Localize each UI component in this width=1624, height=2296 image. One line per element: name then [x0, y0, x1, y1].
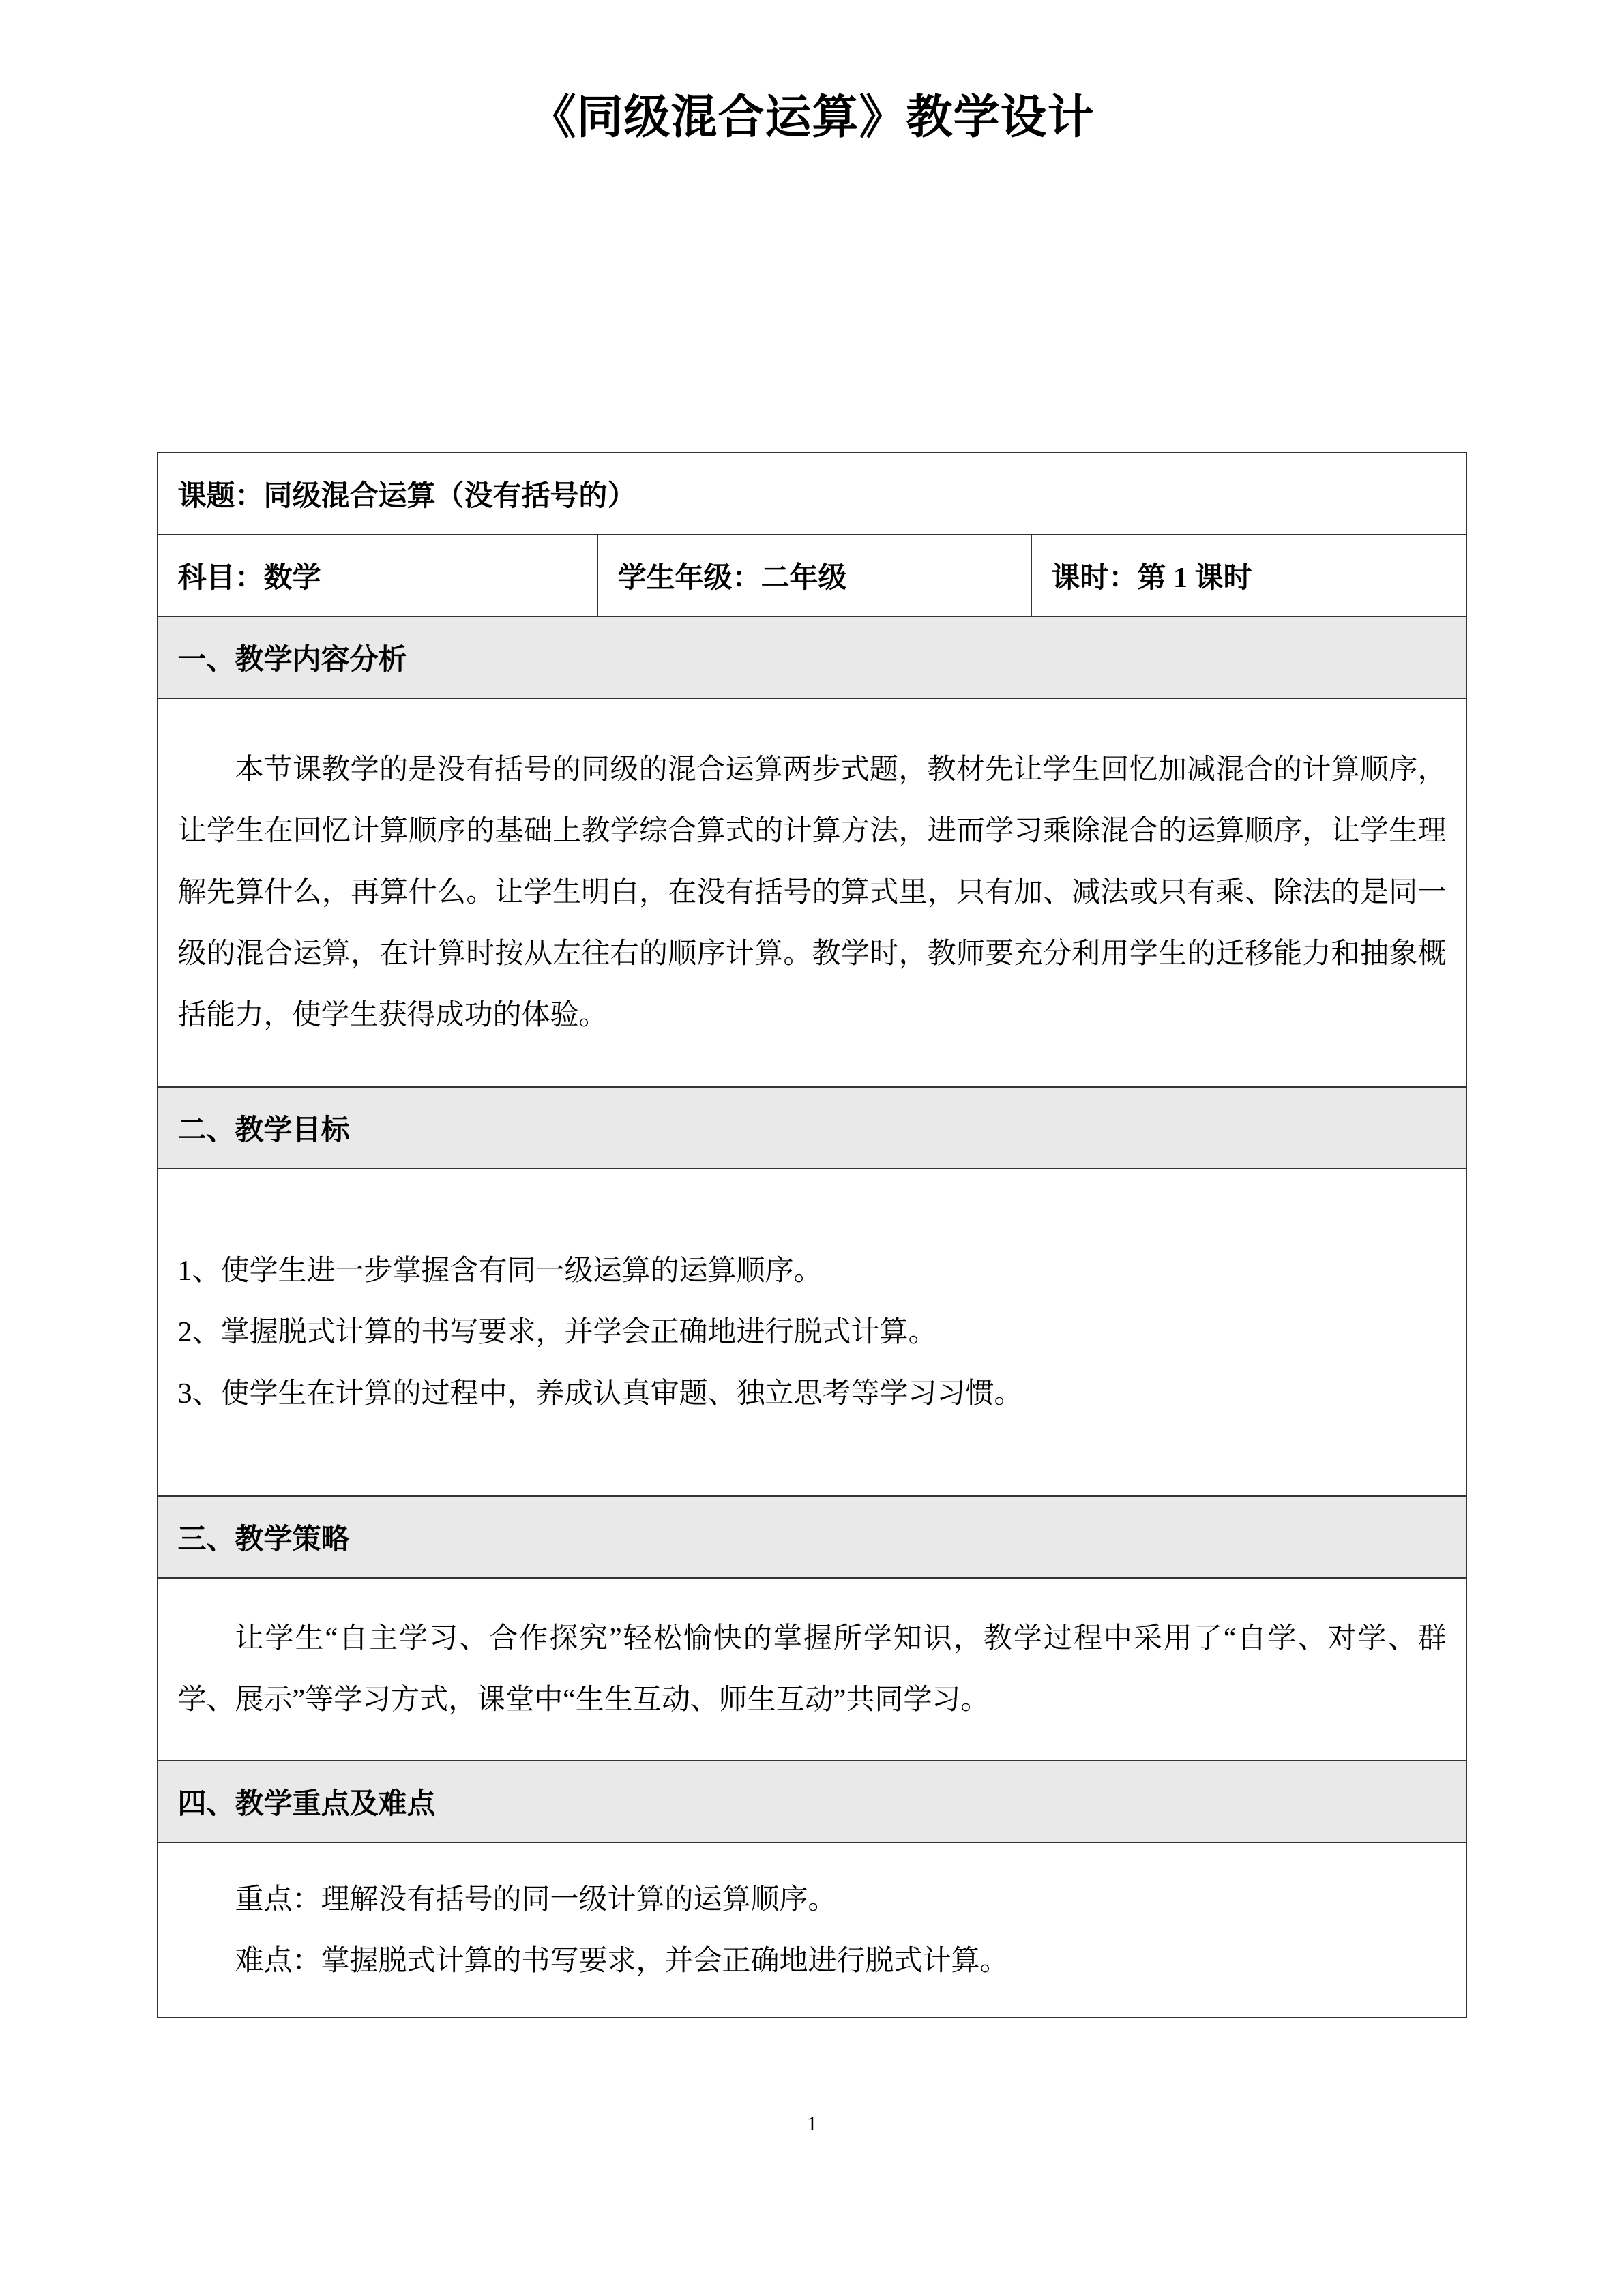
key-point-nandian: 难点：掌握脱式计算的书写要求，并会正确地进行脱式计算。: [235, 1945, 1009, 1977]
key-points-cell: [158, 1843, 1466, 2018]
goals-body-row: [158, 1169, 1466, 1496]
goal-item-1: 1、使学生进一步掌握含有同一级运算的运算顺序。: [177, 1255, 823, 1287]
teaching-strategy-text: 让学生“自主学习、合作探究”轻松愉快的掌握所学知识，教学过程中采用了“自学、对学、群学、展示”等学习方式，课堂中“生生互动、师生互动”共同学习。: [177, 1623, 1447, 1716]
section-heading-teaching-strategy: 三、教学策略: [158, 1496, 1466, 1578]
document-title: 《同级混合运算》教学设计: [529, 91, 1095, 143]
topic-row: [158, 453, 1466, 535]
lesson-plan-table: [157, 452, 1466, 2018]
goals-heading-row: [158, 1087, 1466, 1169]
analysis-heading-row: [158, 616, 1466, 698]
key-point-zhongdian: 重点：理解没有括号的同一级计算的运算顺序。: [235, 1883, 837, 1915]
section-heading-key-points: 四、教学重点及难点: [158, 1761, 1466, 1843]
teaching-goals-cell: [158, 1169, 1466, 1496]
analysis-body-row: [158, 698, 1466, 1087]
meta-row: [158, 535, 1466, 616]
keypoints-heading-row: [158, 1761, 1466, 1843]
page-number: 1: [807, 2113, 817, 2135]
section-heading-teaching-goals: 二、教学目标: [158, 1087, 1466, 1169]
strategy-heading-row: [158, 1496, 1466, 1578]
content-analysis-text: 本节课教学的是没有括号的同级的混合运算两步式题，教材先让学生回忆加减混合的计算顺序，让学生在回忆计算顺序的基础上教学综合算式的计算方法，进而学习乘除混合的运算顺序，让学生理解先算什么，再算什么。让学生明白，在没有括号的算式里，只有加、减法或只有乘、除法的是同一级的混合运算，在计算时按从左往右的顺序计算。教学时，教师要充分利用学生的迁移能力和抽象概括能力，使学生获得成功的体验。: [177, 754, 1447, 1032]
grade-cell: 学生年级：二年级: [597, 535, 1031, 616]
strategy-body-row: [158, 1578, 1466, 1761]
goal-item-2: 2、掌握脱式计算的书写要求，并学会正确地进行脱式计算。: [177, 1317, 937, 1349]
keypoints-body-row: [158, 1843, 1466, 2018]
content-analysis-cell: [158, 698, 1466, 1087]
section-heading-content-analysis: 一、教学内容分析: [158, 616, 1466, 698]
goal-item-3: 3、使学生在计算的过程中，养成认真审题、独立思考等学习习惯。: [177, 1378, 1023, 1410]
teaching-strategy-cell: [158, 1578, 1466, 1761]
period-cell: 课时：第 1 课时: [1031, 535, 1466, 616]
subject-cell: 科目：数学: [158, 535, 597, 616]
topic-cell: 课题：同级混合运算（没有括号的）: [158, 453, 1466, 535]
